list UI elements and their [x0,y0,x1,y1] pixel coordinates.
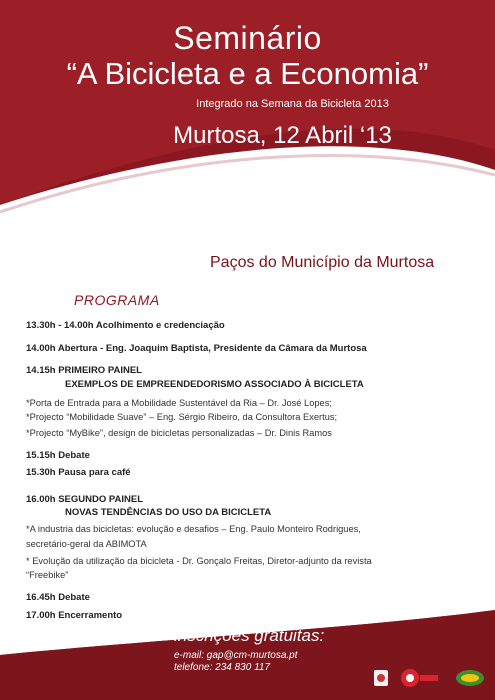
schedule-item: 16.00h SEGUNDO PAINEL [26,494,144,505]
schedule-item: 14.00h Abertura - Eng. Joaquim Baptista, Presidente da Câmara da Murtosa [26,343,367,354]
schedule-detail: *Porta de Entrada para a Mobilidade Sustentável da Ria – Dr. José Lopes; [26,398,332,408]
venue: Paços do Município da Murtosa [210,254,435,271]
schedule-item: 16.45h Debate [26,592,90,603]
partner-logos [372,666,492,690]
schedule-detail: *Projecto “MyBike”, design de bicicletas personalizadas – Dr. Dinis Ramos [26,428,332,438]
date-place: Murtosa, 12 Abril ‘13 [173,122,392,149]
title-theme: “A Bicicleta e a Economia” [66,56,429,91]
schedule-detail: “Freebike” [26,570,69,580]
title-seminario: Seminário [173,20,322,56]
email[interactable]: e-mail: gap@cm-murtosa.pt [174,650,298,661]
schedule-item: 15.15h Debate [26,450,90,461]
schedule-detail: secretário-geral da ABIMOTA [26,539,147,549]
schedule-item: EXEMPLOS DE EMPREENDEDORISMO ASSOCIADO À BICICLETA [65,379,364,390]
schedule-item: 14.15h PRIMEIRO PAINEL [26,365,142,376]
partner-badge-icon [456,670,484,686]
programa-heading: PROGRAMA [74,292,160,308]
registration-title: inscrições gratuitas: [174,626,325,645]
phone: telefone: 234 830 117 [174,662,271,673]
schedule-item: 17.00h Encerramento [26,610,123,621]
subtitle: Integrado na Semana da Bicicleta 2013 [196,98,389,110]
schedule-item: NOVAS TENDÊNCIAS DO USO DA BICICLETA [65,507,272,518]
schedule-item: 13.30h - 14.00h Acolhimento e credenciação [26,320,225,331]
municipal-crest-icon [374,670,388,686]
schedule-detail: *Projecto “Mobilidade Suave” – Eng. Sérgio Ribeiro, da Consultora Exertus; [26,412,338,422]
semana-bicicleta-logo-icon [401,669,438,687]
schedule-item: 15.30h Pausa para café [26,467,131,478]
schedule-detail: *A industria das bicicletas: evolução e desafios – Eng. Paulo Monteiro Rodrigues, [26,524,361,534]
schedule-detail: * Evolução da utilização da bicicleta - Dr. Gonçalo Freitas, Diretor-adjunto da revista [26,556,372,566]
